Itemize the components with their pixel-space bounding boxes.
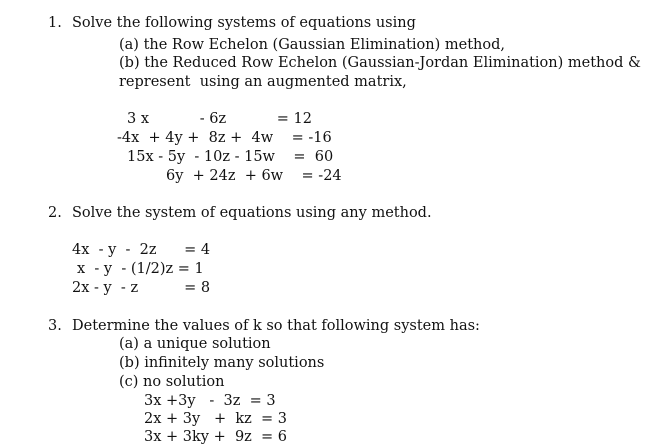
q2-number: 2.	[48, 205, 62, 221]
q3-equation-2: 2x + 3y + kz = 3	[144, 411, 288, 427]
q1-equation-1: 3 x - 6z = 12	[127, 111, 312, 127]
q1-part-a: (a) the Row Echelon (Gaussian Elimination) method,	[119, 37, 506, 53]
q3-part-b: (b) infinitely many solutions	[119, 355, 325, 371]
q3-part-a: (a) a unique solution	[119, 336, 271, 352]
q1-part-c: represent using an augmented matrix,	[119, 74, 407, 90]
q2-equation-3: 2x - y - z = 8	[72, 280, 211, 296]
q3-equation-1: 3x +3y - 3z = 3	[144, 393, 276, 409]
q1-text: Solve the following systems of equations using	[72, 15, 416, 31]
q1-part-b: (b) the Reduced Row Echelon (Gaussian-Jordan Elimination) method &	[119, 55, 641, 71]
q1-number: 1.	[48, 15, 62, 31]
q3-text: Determine the values of k so that following system has:	[72, 318, 480, 334]
q1-equation-2: -4x + 4y + 8z + 4w = -16	[117, 130, 332, 146]
q2-equation-2: x - y - (1/2)z = 1	[77, 261, 204, 277]
q3-part-c: (c) no solution	[119, 374, 225, 390]
q2-text: Solve the system of equations using any method.	[72, 205, 432, 221]
q1-equation-3: 15x - 5y - 10z - 15w = 60	[127, 149, 334, 165]
q1-equation-4: 6y + 24z + 6w = -24	[166, 168, 342, 184]
q3-equation-3: 3x + 3ky + 9z = 6	[144, 429, 288, 445]
q3-number: 3.	[48, 318, 62, 334]
q2-equation-1: 4x - y - 2z = 4	[72, 242, 211, 258]
